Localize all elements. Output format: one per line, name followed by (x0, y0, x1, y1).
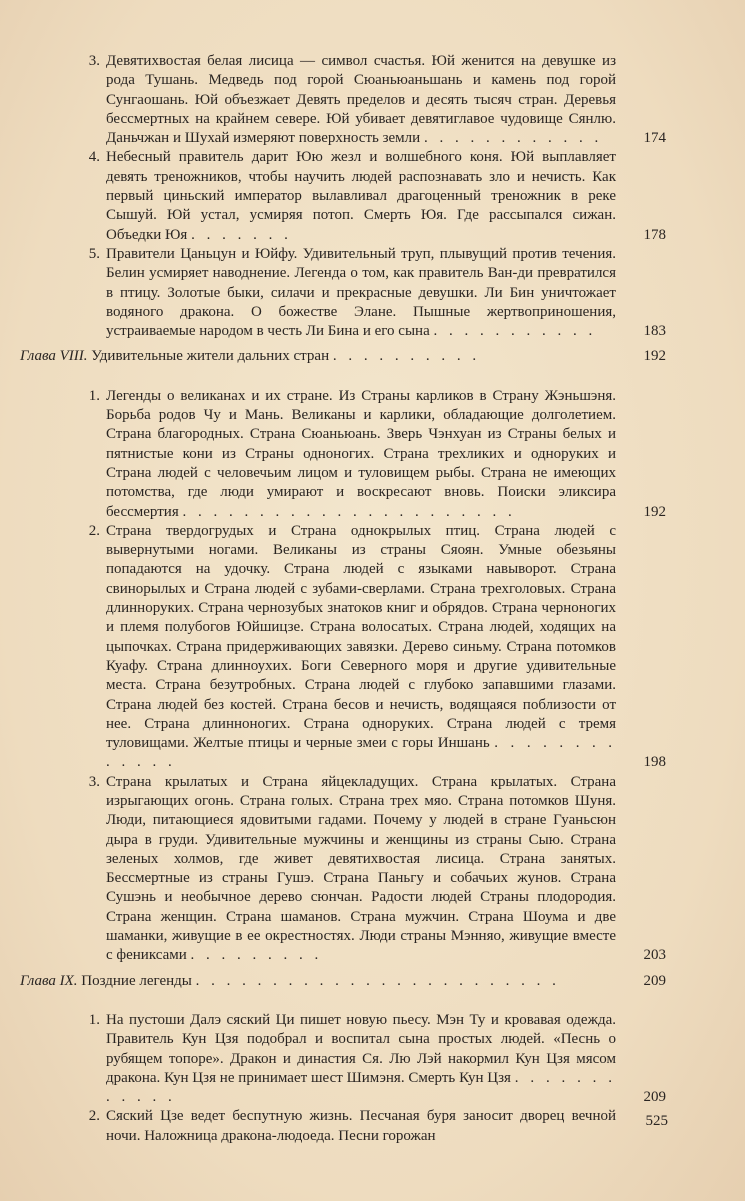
chapter-page: 209 (643, 972, 666, 989)
leader-dots: . . . . . . . . . . . . . . . . . . . . . . . . (195, 972, 560, 989)
leader-dots: . . . . . . . . . . (332, 348, 481, 365)
toc-entry (88, 1011, 666, 1107)
chapter-heading (20, 347, 666, 366)
leader-dots: . . . . . . . . . . . . . (106, 735, 617, 771)
entry-page: 174 (643, 130, 666, 147)
entry-number: 1. (88, 387, 100, 404)
leader-dots: . . . . . . . . . . . . (423, 130, 603, 147)
entry-text: Правители Цаньцун и Юйфу. Удивительный труп, плывущий против течения. Белин усмиряет наводнение. Легенда о том, как правитель Ван-ди превратился в птицу. Золотые быки, силачи и прекрасные девушки. Ли Бин уничтожает водяного дракона. О божестве Элане. Пышные жертвоприношения, устраиваемые народом в честь Ли Бина и его сына (106, 245, 616, 340)
entry-text: Страна твердогрудых и Страна однокрылых птиц. Страна людей с вывернутыми ногами. Великаны из страны Сяоян. Умные обезьяны попадаются на удочку. Страна людей с языками навыворот. Страна свинорылых и Страна людей с зубами-сверлами. Страна трехголовых. Страна длинноруких. Страна чернозубых знатоков книг и обрядов. Страна черноногих и племя полубогов Юйшицзе. Страна волосатых. Страна людей, ходящих на цыпочках. Страна придерживающих завязки. Дерево синьму. Страна потомков Куафу. Страна длинноухих. Боги Северного моря и другие удивительные места. Страна безутробных. Страна людей с глубоко запавшими глазами. Страна людей без костей. Страна бесов и нечисть, водящаяся поблизости от нее. Страна длинноногих. Страна одноруких. Страна людей с тремя туловищами. Желтые птицы и черные змеи с горы Иншань (106, 522, 616, 752)
entry-page: 198 (643, 754, 666, 771)
toc-entry (88, 52, 666, 148)
leader-dots: . . . . . . . . . . . (433, 323, 597, 340)
toc-entry (88, 522, 666, 773)
entry-text: Легенды о великанах и их стране. Из Страны карликов в Страну Жэньшэня. Борьба родов Чу и Мань. Великаны и карлики, обладающие долголетием. Страна благородных. Страна Сюаньюань. Зверь Чэнхуан из Страны белых и пятнистые кони из Страны одноногих. Страна трехликих и одноруких и Страна людей с человечьим лицом и туловищем рыбы. Страна не имеющих потомства, где люди умирают и воскресают вновь. Поиски эликсира бессмертия (106, 387, 616, 520)
entry-number: 2. (88, 1108, 100, 1125)
chapter-label: Глава VIII. (20, 348, 88, 365)
leader-dots: . . . . . . . (191, 226, 292, 243)
leader-dots: . . . . . . . . . . . . . . . . . . . . . . (182, 503, 516, 520)
table-of-contents (0, 52, 745, 1146)
entry-number: 3. (88, 53, 100, 69)
leader-dots: . . . . . . . . . . . . (106, 1069, 617, 1106)
toc-entry (88, 148, 666, 244)
entry-number: 2. (88, 522, 100, 539)
entry-page: 178 (643, 226, 666, 243)
entry-number: 5. (88, 245, 100, 262)
entry-page: 192 (643, 503, 666, 520)
entry-text: Небесный правитель дарит Юю жезл и волшебного коня. Юй выплавляет девять треножников, чтобы научить людей распознавать зло и нечисть. Как первый циньский император вылавливал драгоценный треножник в реке Сышуй. Юй устал, усмиряя потоп. Смерть Юя. Где рассыпался сижан. Объедки Юя (106, 149, 616, 243)
chapter-heading (20, 972, 666, 991)
entry-number: 4. (88, 149, 100, 166)
toc-entry (88, 773, 666, 966)
toc-entry (88, 387, 666, 522)
chapter-page: 192 (643, 348, 666, 365)
toc-entry (88, 1107, 616, 1146)
entry-number: 1. (88, 1011, 100, 1028)
entry-number: 3. (88, 773, 100, 790)
entry-page: 203 (643, 947, 666, 964)
entry-text: Сяский Цзе ведет беспутную жизнь. Песчаная буря заносит дворец вечной ночи. Наложница дракона-людоеда. Песни горожан (106, 1108, 616, 1144)
chapter-title: Удивительные жители дальних стран (91, 348, 330, 365)
entry-page: 183 (643, 323, 666, 340)
toc-entry (88, 245, 666, 341)
entry-page: 209 (643, 1089, 666, 1106)
chapter-label: Глава IX. (20, 972, 78, 989)
entry-text: На пустоши Далэ сяский Ци пишет новую пьесу. Мэн Ту и кровавая одежда. Правитель Кун Цзя подобрал и воспитал сына простых людей. «Песнь о рубящем топоре». Дракон и династия Ся. Лю Лэй накормил Кун Цзя мясом дракона. Кун Цзя не принимает шест Шимэня. Смерть Кун Цзя (106, 1011, 616, 1086)
leader-dots: . . . . . . . . . (190, 947, 323, 964)
page-number: 525 (645, 1113, 668, 1129)
entry-text: Девятихвостая белая лисица — символ счастья. Юй женится на девушке из рода Тушань. Медведь под горой Сюаньюаньшань и камень под горой Сунгаошань. Юй объезжает Девять пределов и десять тысяч стран. Деревья бессмертных на крайнем севере. Юй убивает девятиглавое чудовище Сянлю. Даньчжан и Шухай измеряют поверхность земли (106, 53, 616, 147)
entry-text: Страна крылатых и Страна яйцекладущих. Страна крылатых. Страна изрыгающих огонь. Страна голых. Страна трех мяо. Страна потомков Шуня. Люди, питающиеся ядовитыми гадами. Почему у людей в стране Гуаньсюн дыра в груди. Удивительные мужчины и женщины из страны Сыю. Страна зеленых холмов, где живет девятихвостая лисица. Страна занятых. Бессмертные из страны Гушэ. Страна Паньгу и собачьих жунов. Страна Сушэнь и необычное дерево сюнчан. Радости людей Страны плодородия. Страна женщин. Страна шаманов. Страна мужчин. Страна Шоума и две шаманки, живущие в ее окрестностях. Люди страны Мэнняо, живущие вместе с фениксами (106, 773, 616, 964)
chapter-title: Поздние легенды (81, 972, 192, 989)
